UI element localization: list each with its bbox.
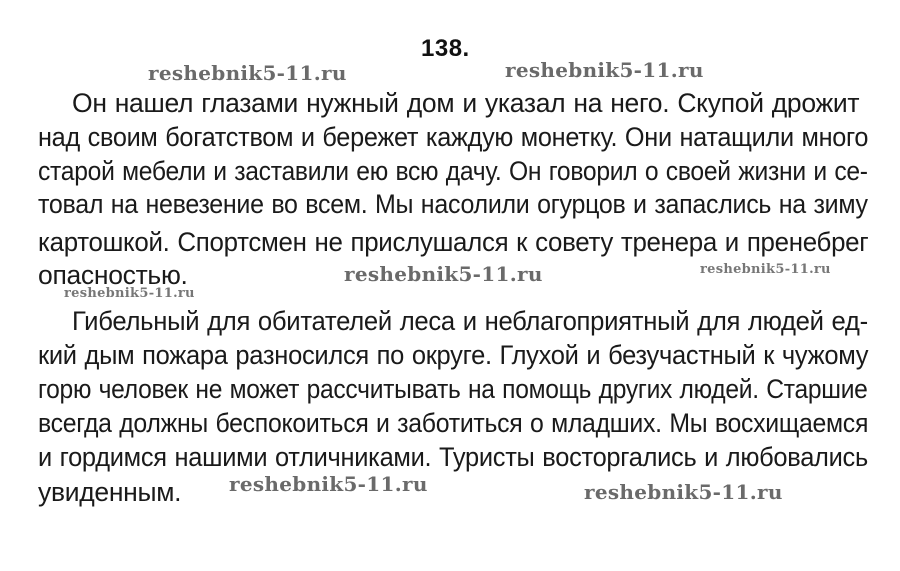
paragraph-1-line: над своим богатством и бережет каждую монетку. Они натащили много (38, 122, 869, 152)
paragraph-2-line: увиденным. (38, 477, 182, 507)
watermark: reshebnik5-11.ru (700, 262, 831, 277)
paragraph-2-line: горю человек не может рассчитывать на помощь других людей. Старшие (38, 374, 868, 404)
paragraph-2-line: всегда должны беспокоиться и заботиться о младших. Мы восхищаемся (38, 408, 869, 438)
watermark: reshebnik5-11.ru (584, 480, 783, 504)
paragraph-1-line: опасностью. (38, 260, 188, 290)
watermark: reshebnik5-11.ru (229, 472, 428, 496)
watermark: reshebnik5-11.ru (64, 286, 195, 301)
paragraph-1-line: старой мебели и заставили ею всю дачу. Он говорил о своей жизни и се- (38, 156, 868, 186)
paragraph-2-line: Гибельный для обитателей леса и неблагоприятный для людей ед- (72, 306, 868, 336)
paragraph-1-line: товал на невезение во всем. Мы насолили огурцов и запаслись на зиму (38, 189, 868, 219)
exercise-number: 138. (421, 35, 470, 62)
paragraph-2-line: кий дым пожара разносился по округе. Глухой и безучастный к чужому (38, 340, 869, 370)
watermark: reshebnik5-11.ru (148, 61, 347, 85)
watermark: reshebnik5-11.ru (344, 262, 543, 286)
paragraph-1-line: картошкой. Спортсмен не прислушался к совету тренера и пренебрег (38, 227, 869, 257)
paragraph-1-line: Он нашел глазами нужный дом и указал на него. Скупой дрожит (72, 88, 860, 118)
watermark: reshebnik5-11.ru (505, 58, 704, 82)
paragraph-2-line: и гордимся нашими отличниками. Туристы восторгались и любовались (38, 442, 868, 472)
